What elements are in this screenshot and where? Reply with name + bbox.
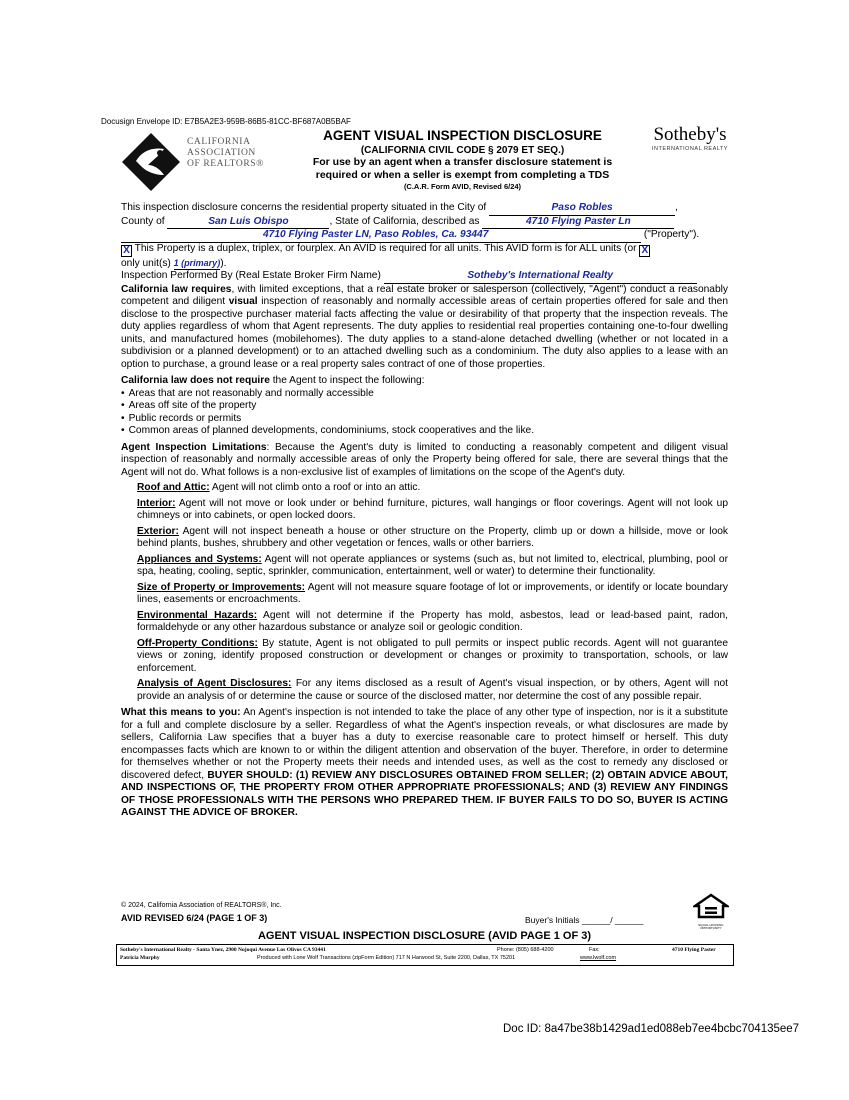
list-item: • Areas off site of the property [121, 400, 728, 413]
law-not-require-paragraph: California law does not require the Agent to inspect the following: [121, 375, 425, 386]
lwolf-link[interactable]: www.lwolf.com [580, 955, 617, 961]
limitation-item: Size of Property or Improvements: Agent will not measure square footage of lot or improvements, or identify or locate boundary lines, easements or encroachments. [137, 581, 728, 605]
limitation-item: Off-Property Conditions: By statute, Agent is not obligated to pull permits or inspect public records. Agent will not guarantee views or zoning, identify proposed construction or development or changes or proximity to transportation, schools, or law enforcement. [137, 637, 728, 674]
address-field[interactable]: 4710 Flying Paster LN, Paso Robles, Ca. 93447 [121, 229, 641, 243]
units-field[interactable]: 1 (primary) [174, 257, 221, 271]
inspector-line: Inspection Performed By (Real Estate Broker Firm Name) Sotheby's International Realty [121, 270, 728, 284]
form-revision: AVID REVISED 6/24 (PAGE 1 OF 3) [121, 913, 268, 923]
form-body [121, 202, 728, 820]
all-units-checkbox[interactable]: X [639, 245, 650, 257]
list-item: • Public records or permits [121, 413, 728, 426]
sothebys-logo: Sotheby's INTERNATIONAL REALTY [652, 124, 728, 152]
copyright: © 2024, California Association of REALTORS®, Inc. [121, 902, 282, 909]
list-item: • Areas that are not reasonably and normally accessible [121, 388, 728, 401]
equal-housing-icon: EQUAL HOUSING OPPORTUNITY [693, 893, 729, 927]
what-this-means-paragraph: What this means to you: An Agent's inspection is not intended to take the place of any other type of inspection, nor is it a substitute for a full and complete disclosure by a seller. Regardless of what the Agent's inspection reveals, or what disclosures are made by sellers, California Law specifies that a buyer has a duty to exercise reasonable care to protect himself or herself. This duty encompasses facts which are known to or within the diligent attention and observation of the buyer. Therefore, in order to determine for themselves whether or not the Property meets their needs and intended uses, as well as the cost to remedy any disclosed or discovered defect, BUYER SHOULD: (1) REVIEW ANY DISCLOSURES OBTAINED FROM SELLER; (2) OBTAIN ADVICE ABOUT, AND INSPECTIONS OF, THE PROPERTY FROM OTHER APPROPRIATE PROFESSIONALS; AND (3) REVIEW ANY FINDINGS OF THOSE PROFESSIONALS WITH THE PERSONS WHO PREPARED THEM. IF BUYER FAILS TO DO SO, BUYER IS ACTING AGAINST THE ADVICE OF BROKER. [121, 707, 728, 818]
property-address-line: 4710 Flying Paster LN, Paso Robles, Ca. 93447 ("Property"). [121, 229, 728, 243]
limitation-item: Exterior: Agent will not inspect beneath a house or other structure on the Property, climb up or down a hillside, move or look behind plants, bushes, shrubbery and other vegetation or fences, walls or other barriers. [137, 525, 728, 549]
limitations-paragraph: Agent Inspection Limitations: Because the Agent's duty is limited to conducting a reasonably competent and diligent visual inspection of reasonably and normally accessible areas of only the Property being offered for sale, there are several things that the Agent will not do. What follows is a non-exclusive list of examples of limitations on the scope of the Agent's duty. [121, 441, 728, 478]
doc-id: Doc ID: 8a47be38b1429ad1ed088eb7ee4bcbc704135ee7 [503, 1023, 800, 1035]
page-footer-title: AGENT VISUAL INSPECTION DISCLOSURE (AVID PAGE 1 OF 3) [257, 930, 592, 942]
list-item: • Common areas of planned developments, condominiums, stock cooperatives and the like. [121, 425, 728, 438]
units-line: only unit(s) 1 (primary)). [121, 257, 227, 269]
law-requires-paragraph: California law requires, with limited exceptions, that a real estate broker or salesperson (collectively, "Agent") conduct a reasonably competent and diligent visual inspection of reasonably and normally accessible areas of certain properties offered for sale and then disclose to the prospective purchaser material facts affecting the value or desirability of that property that the inspection reveals. The duty applies regardless of whom that Agent represents. The duty applies to residential real properties containing one-to-four dwelling units, and manufactured homes (mobilehomes). The duty applies to a stand-alone detached dwelling (whether or not located in a subdivision or a planned development) or to an attached dwelling such as a condominium. The duty also applies to a lease with an option to purchase, a ground lease or a real property sales contract of one of those properties. [121, 283, 728, 370]
form-title: AGENT VISUAL INSPECTION DISCLOSURE (CALIFORNIA CIVIL CODE § 2079 ET SEQ.) For use by an agent when a transfer disclosure statement is required or when a seller is exempt from completing a TDS (C.A.R. Form AVID, Revised 6/24) [312, 128, 613, 191]
limitation-item: Environmental Hazards: Agent will not determine if the Property has mold, asbestos, lead or lead-based paint, radon, formaldehyde or any other hazardous substance or analyze soil or geologic condition. [137, 609, 728, 633]
inspector-field[interactable]: Sotheby's International Realty [384, 270, 697, 284]
described-field[interactable]: 4710 Flying Paster Ln [482, 216, 674, 230]
multi-unit-checkbox[interactable]: X [121, 245, 132, 257]
property-county-line: County of San Luis Obispo , State of California, described as 4710 Flying Paster Ln [121, 216, 728, 230]
car-logo-text: CALIFORNIA ASSOCIATION OF REALTORS® [187, 137, 264, 169]
limitation-item: Appliances and Systems: Agent will not operate appliances or systems (such as, but not limited to, electrical, plumbing, pool or spa, heating, cooling, septic, sprinkler, communication, entertainment, well or water) to determine their functionality. [137, 553, 728, 577]
limitation-item: Roof and Attic: Agent will not climb onto a roof or into an attic. [137, 482, 421, 493]
county-field[interactable]: San Luis Obispo [167, 216, 329, 230]
buyer-initials[interactable]: Buyer's Initials ______/ ______ [525, 915, 644, 925]
multi-unit-line: X This Property is a duplex, triplex, or fourplex. An AVID is required for all units. This AVID form is for ALL units (or X [121, 243, 728, 257]
property-city-line: This inspection disclosure concerns the residential property situated in the City of Paso Robles , [121, 202, 728, 216]
envelope-id: Docusign Envelope ID: E7B5A2E3-959B-86B5-81CC-BF687A0B5BAF [101, 117, 351, 126]
not-require-list [121, 388, 728, 438]
city-field[interactable]: Paso Robles [489, 202, 675, 216]
footer-box: Sotheby's International Realty - Santa Ynez, 2900 Nojoqui Avenue Los Olivos CA 93441 Phone: (805) 688-4200 Fax: 4710 Flying Paster Patricia Murphy Produced with Lone Wolf Transactions (zipForm Edition) 717 N Harwood St, Suite 2200, Dallas, TX 75201 www.lwolf.com [116, 944, 734, 966]
limitation-item: Analysis of Agent Disclosures: For any items disclosed as a result of Agent's visual inspection, or by others, Agent will not provide an analysis of or determine the cause or source of the disclosed matter, nor determine the cost of any possible repair. [137, 678, 728, 702]
limitation-item: Interior: Agent will not move or look under or behind furniture, pictures, wall hangings or floor coverings. Agent will not look up chimneys or into cabinets, or open locked doors. [137, 497, 728, 521]
